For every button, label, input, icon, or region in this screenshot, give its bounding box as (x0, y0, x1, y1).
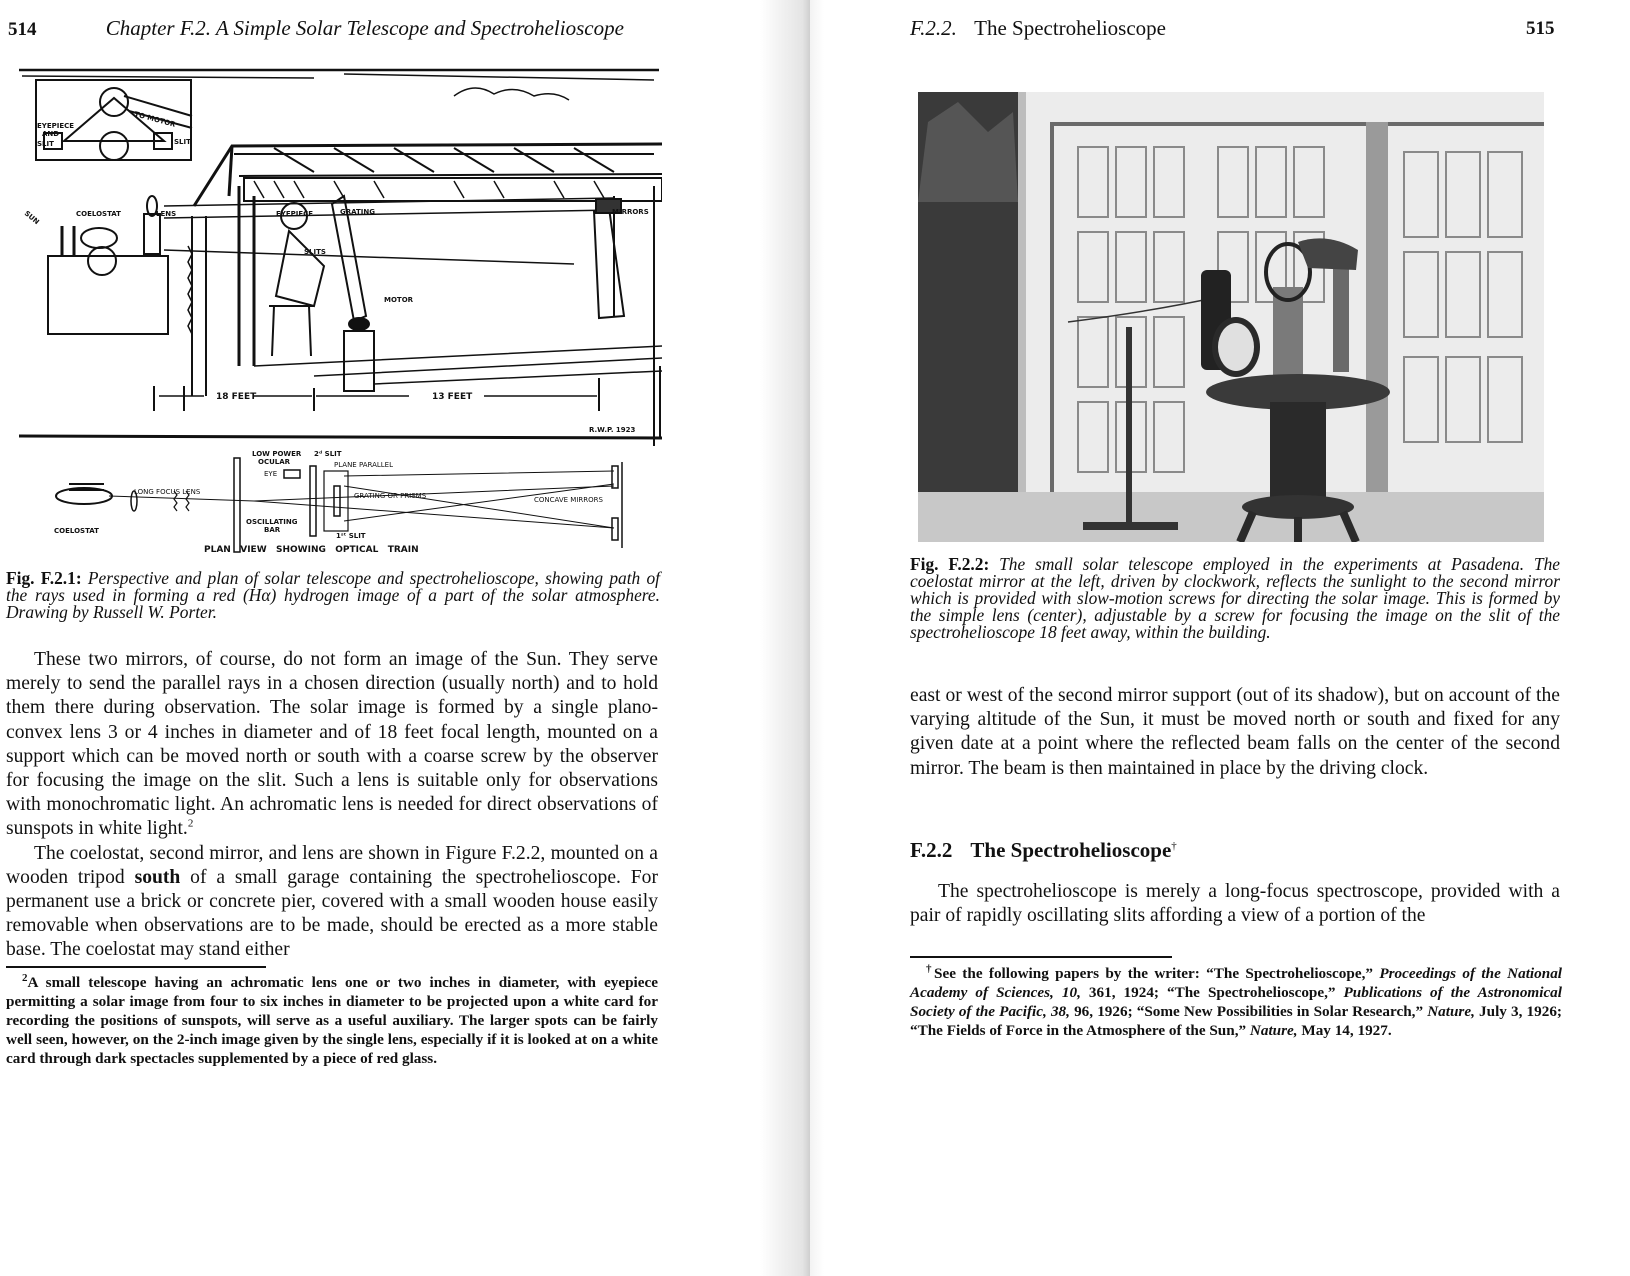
figure-f-2-2-caption (910, 556, 1560, 641)
svg-text:COELOSTAT: COELOSTAT (76, 210, 121, 218)
svg-text:13 FEET: 13 FEET (432, 392, 473, 402)
svg-text:EYE: EYE (264, 470, 278, 478)
svg-text:PLANE PARALLEL: PLANE PARALLEL (334, 461, 394, 469)
section-footnote-ref[interactable]: † (1171, 840, 1177, 852)
svg-text:GRATING: GRATING (340, 208, 375, 216)
figure-f-2-1-caption (6, 570, 660, 621)
svg-text:PLAN VIEW SHOWING OPTICA: PLAN VIEW SHOWING OPTICAL TRAIN (204, 545, 419, 555)
svg-text:GRATING OR PRISMS: GRATING OR PRISMS (354, 492, 427, 500)
footnote-2: $^2$A small telescope having an achromatic lens one or two inches in diameter, with eyepiece permitting a solar image from four to six inches in diameter to be projected upon a white card for recording the positions of sunspots, will serve as a useful auxiliary. The larger spots can be fairly well seen, however, on the 2-inch image given by the single lens, especially if it is looked at on a white card through dark spectacles supplemented by a piece of red glass. (6, 971, 658, 1067)
footnote-ref-2[interactable]: 2 (187, 817, 194, 830)
svg-text:LOW POWER: LOW POWER (252, 450, 302, 458)
svg-text:LENS: LENS (156, 210, 177, 218)
paragraph-coelostat: The coelostat, second mirror, and lens are shown in Figure F.2.2, mounted on a wooden tripod south of a small garage containing the spectrohelioscope. For permanent use a brick or concrete pier, covered with a small wooden house easily removable when observations are to be made, should be erected as a more stable base. The coelostat may stand either (6, 842, 658, 961)
caption-label: Fig. F.2.2: (910, 554, 990, 574)
left-running-head (8, 16, 624, 41)
caption-text: The small solar telescope employed in the experiments at Pasadena. The coelostat mirror at the left, driven by clockwork, reflects the sunlight to the second mirror which is provided with slow-motion screws for directing the solar image. This is formed by the simple lens (center), adjustable by a screw for focusing the image on the slit of the spectrohelioscope 18 feet away, within the building. (910, 554, 1560, 642)
paragraph-continuation: east or west of the second mirror support (out of its shadow), but on account of the varying altitude of the Sun, it must be moved north or south and fixed for any given date at a point where the reflected beam falls on the center of the second mirror. The beam is then maintained in place by the driving clock. (910, 685, 1560, 779)
running-head-title: The Spectrohelioscope (974, 16, 1166, 40)
svg-text:TO MOTOR: TO MOTOR (133, 110, 177, 129)
footnote-separator (6, 966, 266, 968)
svg-text:COELOSTAT: COELOSTAT (54, 527, 99, 535)
figure-f-2-1-drawing (14, 66, 662, 556)
svg-text:MOTOR: MOTOR (384, 296, 414, 304)
section-heading (910, 838, 1177, 863)
svg-text:SLIT: SLIT (37, 140, 54, 148)
left-page (0, 0, 810, 1276)
svg-text:LONG FOCUS LENS: LONG FOCUS LENS (134, 488, 201, 496)
telescope-drawing-illustration (14, 66, 662, 556)
page-number-left: 514 (8, 19, 37, 40)
book-gutter-shadow-right (810, 0, 824, 1276)
svg-text:EYEPIECE: EYEPIECE (37, 122, 75, 130)
caption-text: Perspective and plan of solar telescope and spectrohelioscope, showing path of the rays used in forming a red (Hα) hydrogen image of a part of the solar atmosphere. Drawing by Russell W. Porter. (6, 568, 661, 622)
footnote-dagger: †See the following papers by the writer: “The Spectrohelioscope,” Proceedings of the National Academy of Sciences, 10, 361, 1924; “The Spectrohelioscope,” Publications of the Astronomical Society of the Pacific, 38, 96, 1926; “Some New Possibilities in Solar Research,” Nature, July 3, 1926; “The Fields of Force in the Atmosphere of the Sun,” Nature, May 14, 1927. (910, 962, 1563, 1039)
paragraph-mirrors: These two mirrors, of course, do not form an image of the Sun. They serve merely to send the parallel rays in a chosen direction (usually north) and to hold them there during observation. The solar image is formed by a single plano-convex lens 3 or 4 inches in diameter and of 18 feet focal length, mounted on a support which can be moved north or south with a coarse screw by the observer for focusing the image on the slit. Such a lens is suitable only for observations with monochromatic light. An achromatic lens is needed for direct observations of sunspots in white light.$^2$ (6, 649, 658, 840)
svg-text:CONCAVE MIRRORS: CONCAVE MIRRORS (534, 496, 603, 504)
svg-text:18 FEET: 18 FEET (216, 392, 257, 402)
svg-text:AND: AND (42, 130, 60, 138)
svg-text:MIRRORS: MIRRORS (612, 208, 649, 216)
svg-text:SUN: SUN (22, 209, 41, 227)
left-body-text (6, 648, 658, 963)
book-gutter-shadow (760, 0, 810, 1276)
svg-text:SLIT: SLIT (174, 138, 191, 146)
footnote-separator-right (910, 956, 1172, 958)
running-head-section: F.2.2. (910, 16, 957, 40)
svg-text:R.W.P. 1923: R.W.P. 1923 (589, 426, 636, 434)
page-number-right: 515 (1526, 18, 1555, 39)
solar-telescope-photograph (918, 92, 1544, 542)
svg-text:SLITS: SLITS (304, 248, 326, 256)
figure-f-2-2-photo (918, 92, 1544, 542)
svg-text:OCULAR: OCULAR (258, 458, 291, 466)
right-body-text (910, 684, 1560, 781)
chapter-title: Chapter F.2. A Simple Solar Telescope and Spectrohelioscope (105, 16, 624, 40)
svg-text:1ˢᵗ SLIT: 1ˢᵗ SLIT (336, 532, 366, 540)
svg-text:2ᵈ SLIT: 2ᵈ SLIT (314, 450, 342, 458)
right-running-head (910, 16, 1166, 41)
section-body-text (910, 880, 1560, 928)
svg-text:BAR: BAR (264, 526, 281, 534)
section-title: The Spectrohelioscope (970, 838, 1172, 862)
caption-label: Fig. F.2.1: (6, 568, 82, 588)
svg-text:EYEPIECE: EYEPIECE (276, 210, 314, 218)
paragraph-spectrohelioscope: The spectrohelioscope is merely a long-focus spectroscope, provided with a pair of rapidly oscillating slits affording a view of a portion of the (910, 881, 1560, 927)
svg-text:OSCILLATING: OSCILLATING (246, 518, 298, 526)
section-number: F.2.2 (910, 838, 953, 862)
